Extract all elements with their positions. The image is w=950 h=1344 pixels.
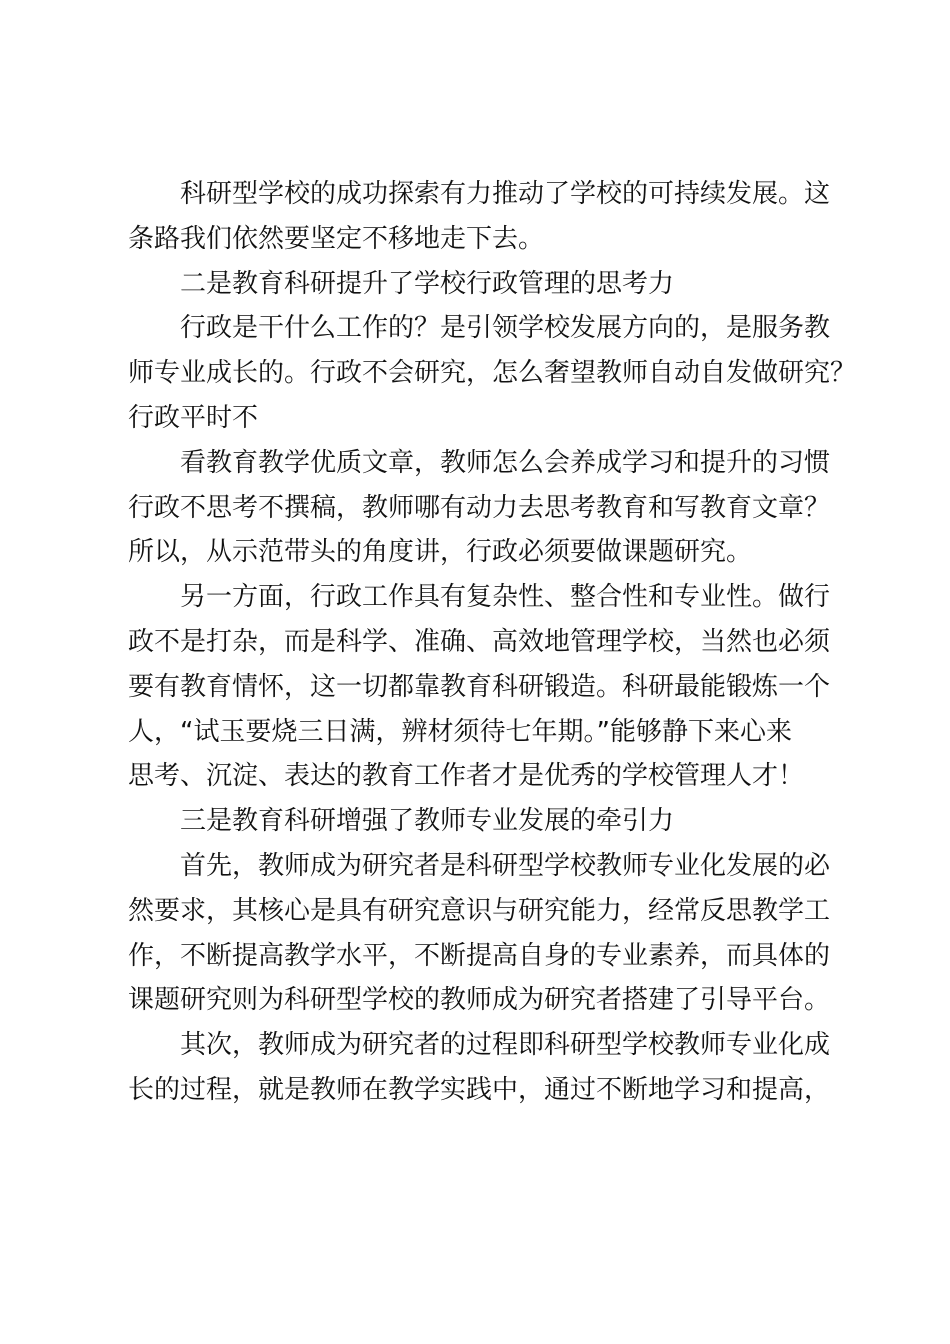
text-line: 课题研究则为科研型学校的教师成为研究者搭建了引导平台。 <box>128 985 831 1016</box>
text-line: 思考、沉淀、表达的教育工作者才是优秀的学校管理人才！ <box>128 761 805 792</box>
text-line: 看教育教学优质文章，教师怎么会养成学习和提升的习惯 <box>180 447 831 478</box>
text-line: 所以，从示范带头的角度讲，行政必须要做课题研究。 <box>128 537 753 568</box>
text-line: 行政是干什么工作的？是引领学校发展方向的，是服务教 <box>180 313 831 344</box>
text-line: 另一方面，行政工作具有复杂性、整合性和专业性。做行 <box>180 582 831 613</box>
text-line: 师专业成长的。行政不会研究，怎么奢望教师自动自发做研究？ <box>128 358 857 389</box>
document-body <box>128 172 857 1113</box>
text-line: 其次，教师成为研究者的过程即科研型学校教师专业化成 <box>180 1030 831 1061</box>
text-line: 长的过程，就是教师在教学实践中，通过不断地学习和提高， <box>128 1074 831 1105</box>
text-line: 行政不思考不撰稿，教师哪有动力去思考教育和写教育文章？ <box>128 492 831 523</box>
text-line: 作，不断提高教学水平，不断提高自身的专业素养，而具体的 <box>128 940 831 971</box>
text-line: 二是教育科研提升了学校行政管理的思考力 <box>180 268 675 299</box>
text-line: 首先，教师成为研究者是科研型学校教师专业化发展的必 <box>180 850 831 881</box>
text-line: 政不是打杂，而是科学、准确、高效地管理学校，当然也必须 <box>128 626 831 657</box>
text-line: 三是教育科研增强了教师专业发展的牵引力 <box>180 806 675 837</box>
text-line: 条路我们依然要坚定不移地走下去。 <box>128 223 545 254</box>
text-line: 人，“试玉要烧三日满，辨材须待七年期。”能够静下来心来 <box>128 716 792 747</box>
text-line: 然要求，其核心是具有研究意识与研究能力，经常反思教学工 <box>128 895 831 926</box>
text-line: 科研型学校的成功探索有力推动了学校的可持续发展。这 <box>180 179 831 209</box>
text-line: 行政平时不 <box>128 402 259 433</box>
text-line: 要有教育情怀，这一切都靠教育科研锻造。科研最能锻炼一个 <box>128 671 831 702</box>
